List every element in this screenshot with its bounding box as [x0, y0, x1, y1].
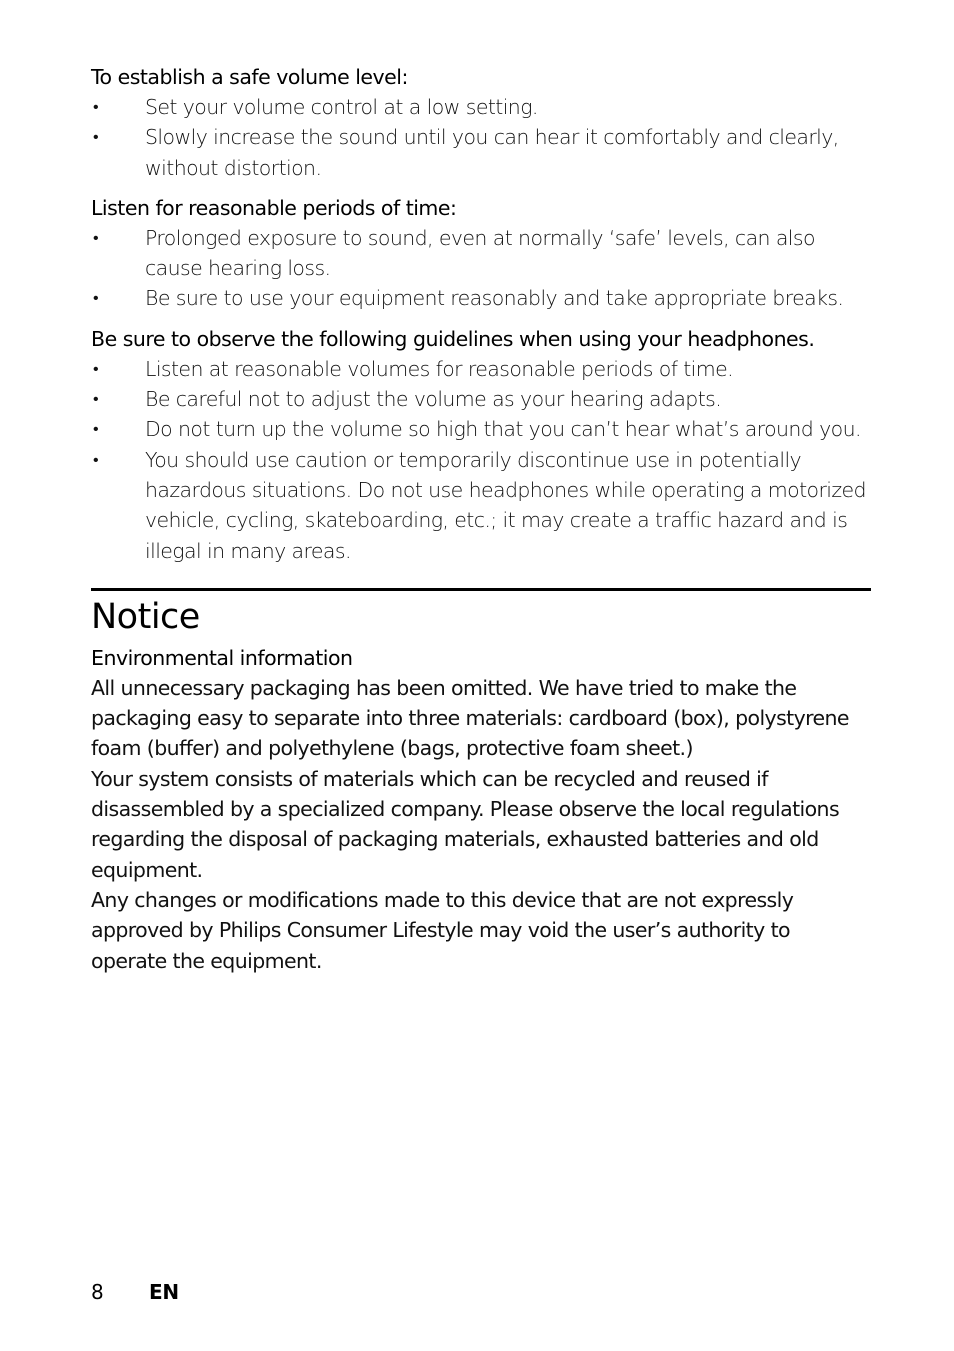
bullet-icon: • [93, 288, 99, 308]
page-number: 8 [91, 1280, 104, 1304]
bullet-icon: • [93, 419, 99, 439]
bullet-icon: • [93, 97, 99, 116]
guidelines-heading: Be sure to observe the following guidelines when using your headphones. [91, 326, 815, 351]
guidelines-list [91, 354, 871, 566]
list-item [91, 384, 871, 414]
list-item [91, 92, 871, 122]
list-item-text: You should use caution or temporarily discontinue use in potentially hazardous situations. Do not use headphones while operating a motorized vehicle, cycling, skateboarding, etc.; it may create a traffic hazard and is illegal in many areas. [145, 447, 866, 563]
list-item-text: Be sure to use your equipment reasonably and take appropriate breaks. [145, 286, 844, 311]
list-item [91, 122, 871, 183]
language-code: EN [149, 1280, 179, 1304]
periods-heading: Listen for reasonable periods of time: [91, 195, 457, 220]
environmental-heading: Environmental information [91, 645, 353, 670]
safe-volume-list [91, 92, 871, 183]
periods-list [91, 223, 871, 314]
paragraph-recycling: Your system consists of materials which can be recycled and reused if disassembled by a specialized company. Please observe the local regulations regarding the disposal of packaging materials, exhausted batteries and old equipment. [91, 766, 840, 882]
section-divider [91, 588, 871, 591]
paragraph-modifications: Any changes or modifications made to this device that are not expressly approved by Philips Consumer Lifestyle may void the user’s authority to operate the equipment. [91, 887, 794, 973]
list-item-text: Do not turn up the volume so high that you can’t hear what’s around you. [145, 417, 861, 442]
bullet-icon: • [93, 227, 99, 247]
bullet-icon: • [93, 127, 99, 147]
list-item-text: Slowly increase the sound until you can hear it comfortably and clearly, without distortion. [145, 125, 839, 180]
list-item [91, 283, 871, 313]
document-page [91, 62, 871, 976]
page-footer [91, 1277, 179, 1307]
notice-title: Notice [91, 596, 200, 637]
list-item [91, 414, 871, 444]
list-item [91, 445, 871, 566]
bullet-icon: • [93, 389, 99, 409]
list-item-text: Be careful not to adjust the volume as your hearing adapts. [145, 387, 722, 412]
paragraph-packaging: All unnecessary packaging has been omitted. We have tried to make the packaging easy to separate into three materials: cardboard (box), polystyrene foam (buffer) and polyethylene (bags, protective foam sheet.) [91, 675, 849, 761]
list-item-text: Set your volume control at a low setting. [145, 95, 538, 119]
bullet-icon: • [93, 358, 99, 378]
safe-volume-heading: To establish a safe volume level: [91, 65, 408, 89]
list-item-text: Prolonged exposure to sound, even at normally ‘safe’ levels, can also cause hearing loss. [145, 225, 815, 281]
list-item [91, 354, 871, 384]
list-item [91, 223, 871, 284]
list-item-text: Listen at reasonable volumes for reasonable periods of time. [145, 356, 734, 381]
bullet-icon: • [93, 449, 99, 469]
